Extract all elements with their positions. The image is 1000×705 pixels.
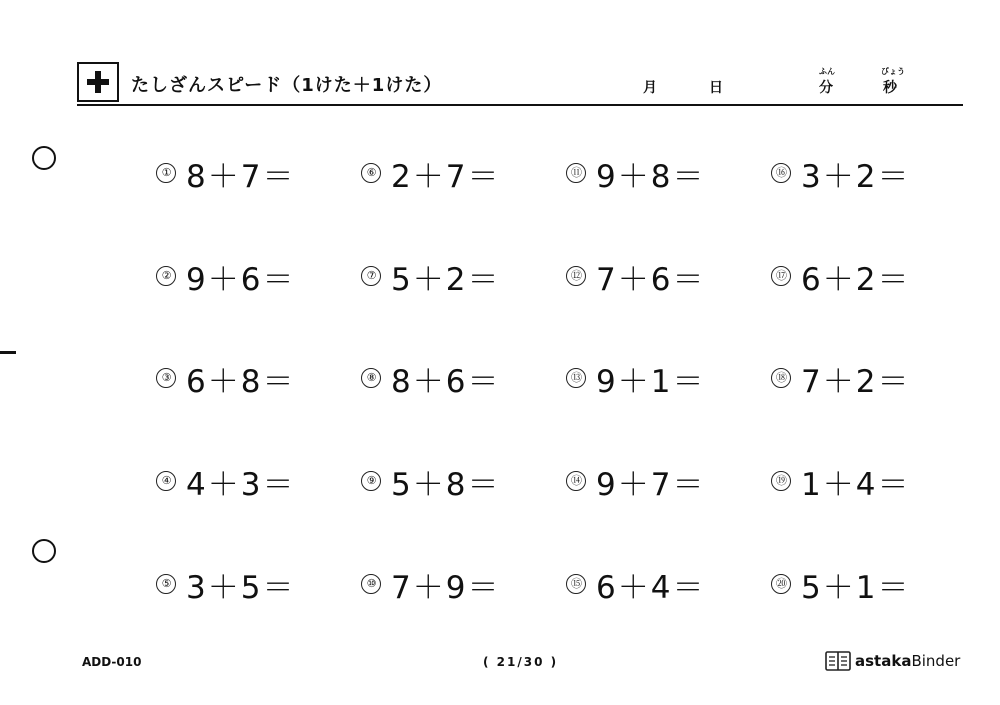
problem-expression: 8＋7＝ — [186, 158, 296, 195]
binder-hole-bottom — [32, 539, 56, 563]
problem-number: ⑮ — [566, 574, 586, 594]
problem-number: ③ — [156, 368, 176, 388]
problem-11 — [566, 153, 705, 193]
worksheet-header — [77, 62, 963, 106]
problem-expression: 4＋3＝ — [186, 466, 296, 503]
problem-number: ① — [156, 163, 176, 183]
problem-14 — [566, 461, 705, 501]
minutes-label: 分 — [819, 80, 833, 96]
problem-number: ⑧ — [361, 368, 381, 388]
problem-number: ⑲ — [771, 471, 791, 491]
problem-16 — [771, 153, 910, 193]
problem-expression: 8＋6＝ — [391, 363, 501, 400]
problem-expression: 9＋6＝ — [186, 261, 296, 298]
problem-expression: 6＋4＝ — [596, 569, 706, 606]
page-indicator: ( 21/30 ) — [483, 655, 559, 669]
problem-expression: 7＋2＝ — [801, 363, 911, 400]
problem-12 — [566, 256, 705, 296]
problem-expression: 9＋1＝ — [596, 363, 706, 400]
problem-expression: 5＋1＝ — [801, 569, 911, 606]
problem-number: ⑱ — [771, 368, 791, 388]
problem-number: ⑤ — [156, 574, 176, 594]
binder-book-icon — [825, 650, 851, 672]
worksheet-title: たしざんスピード（1けた＋1けた） — [131, 75, 443, 96]
problem-7 — [361, 256, 500, 296]
problem-expression: 3＋5＝ — [186, 569, 296, 606]
binder-hole-top — [32, 146, 56, 170]
problem-20 — [771, 564, 910, 604]
problem-8 — [361, 358, 500, 398]
problem-expression: 9＋8＝ — [596, 158, 706, 195]
problem-expression: 9＋7＝ — [596, 466, 706, 503]
problem-expression: 1＋4＝ — [801, 466, 911, 503]
problem-2 — [156, 256, 295, 296]
problem-number: ⑥ — [361, 163, 381, 183]
problem-19 — [771, 461, 910, 501]
problem-5 — [156, 564, 295, 604]
problem-number: ⑫ — [566, 266, 586, 286]
problem-number: ⑭ — [566, 471, 586, 491]
problem-17 — [771, 256, 910, 296]
problem-expression: 5＋8＝ — [391, 466, 501, 503]
problem-number: ⑦ — [361, 266, 381, 286]
minutes-ruby: ふん — [819, 67, 835, 76]
fold-mark — [0, 351, 16, 354]
month-label: 月 — [643, 80, 657, 96]
problem-15 — [566, 564, 705, 604]
problem-expression: 6＋2＝ — [801, 261, 911, 298]
day-label: 日 — [709, 80, 723, 96]
brand-name-bold: astaka — [855, 652, 912, 670]
problem-number: ⑰ — [771, 266, 791, 286]
problem-number: ② — [156, 266, 176, 286]
problem-expression: 7＋9＝ — [391, 569, 501, 606]
problem-expression: 6＋8＝ — [186, 363, 296, 400]
problem-4 — [156, 461, 295, 501]
problem-number: ⑪ — [566, 163, 586, 183]
problem-number: ⑬ — [566, 368, 586, 388]
brand-name-light: Binder — [911, 652, 961, 670]
seconds-label: 秒 — [883, 80, 897, 96]
problem-18 — [771, 358, 910, 398]
problem-3 — [156, 358, 295, 398]
problem-9 — [361, 461, 500, 501]
problem-13 — [566, 358, 705, 398]
brand-logo — [825, 650, 960, 672]
seconds-ruby: びょう — [881, 67, 905, 76]
problem-expression: 3＋2＝ — [801, 158, 911, 195]
problem-expression: 2＋7＝ — [391, 158, 501, 195]
problem-number: ⑳ — [771, 574, 791, 594]
problem-number: ⑯ — [771, 163, 791, 183]
problem-1 — [156, 153, 295, 193]
problem-expression: 7＋6＝ — [596, 261, 706, 298]
problem-6 — [361, 153, 500, 193]
plus-icon — [77, 62, 119, 102]
problem-number: ⑩ — [361, 574, 381, 594]
problem-expression: 5＋2＝ — [391, 261, 501, 298]
problem-number: ④ — [156, 471, 176, 491]
worksheet-code: ADD-010 — [82, 655, 142, 669]
problem-10 — [361, 564, 500, 604]
problem-number: ⑨ — [361, 471, 381, 491]
